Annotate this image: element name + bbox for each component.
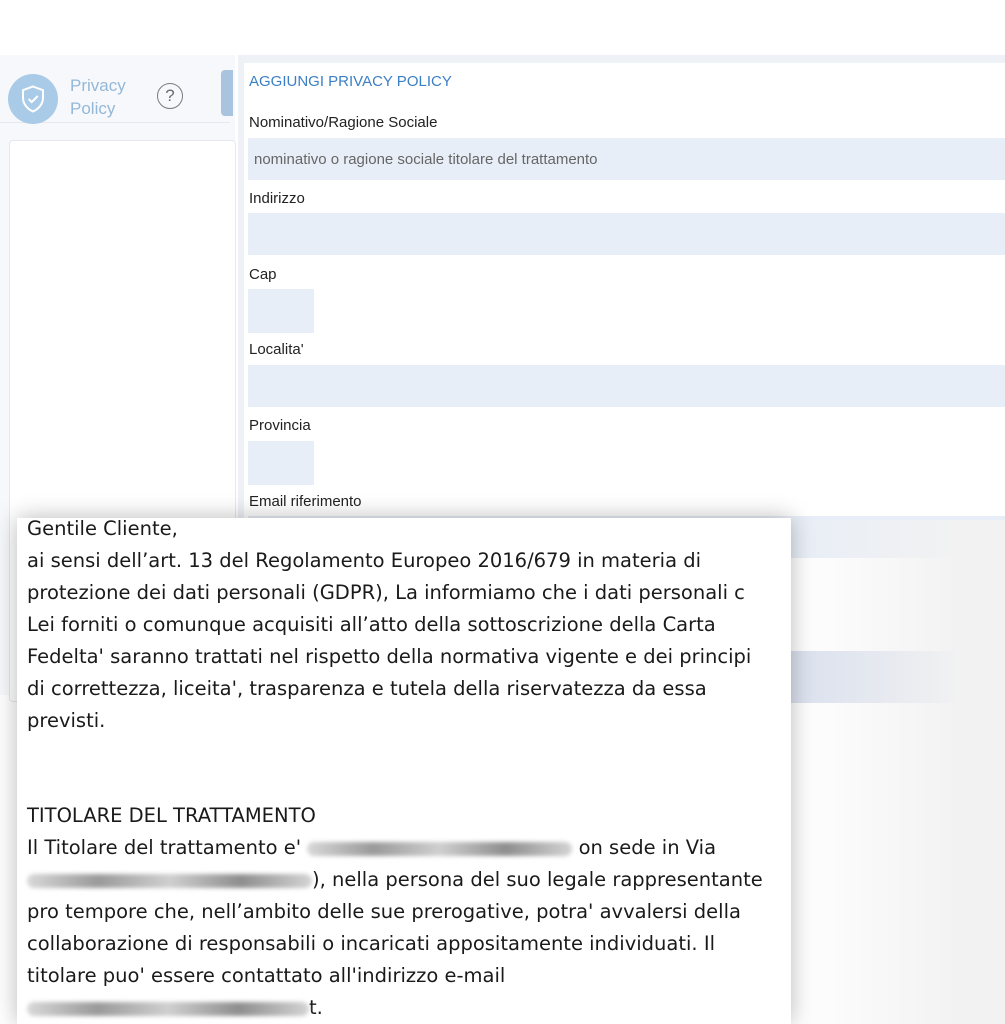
owner-line2-end: ), nella persona del suo legale rappresentante: [312, 868, 763, 891]
redacted-company-name: [307, 842, 572, 856]
label-provincia: Provincia: [249, 417, 311, 434]
doc-section-title: TITOLARE DEL TRATTAMENTO: [27, 804, 316, 827]
doc-intro-line: protezione dei dati personali (GDPR), La informiamo che i dati personali c: [27, 581, 745, 604]
doc-owner-line: [27, 832, 791, 864]
label-nominativo: Nominativo/Ragione Sociale: [249, 114, 438, 131]
owner-line-start: Il Titolare del trattamento e': [27, 836, 302, 859]
sidebar-active-tab[interactable]: [221, 70, 233, 116]
form-title: AGGIUNGI PRIVACY POLICY: [249, 73, 452, 90]
label-indirizzo: Indirizzo: [249, 190, 305, 207]
background-fade: [785, 520, 1005, 1024]
doc-intro-line: Fedelta' saranno trattati nel rispetto della normativa vigente e dei principi: [27, 645, 752, 668]
doc-owner-line: pro tempore che, nell’ambito delle sue prerogative, potra' avvalersi della: [27, 900, 741, 923]
sidebar-title: Privacy Policy: [70, 76, 126, 118]
doc-intro-line: Lei forniti o comunque acquisiti all’atto della sottoscrizione della Carta: [27, 613, 716, 636]
localita-input[interactable]: [248, 365, 1005, 407]
label-localita: Localita': [249, 341, 304, 358]
doc-email-line: [27, 992, 791, 1024]
email-line-end: t.: [309, 996, 323, 1019]
privacy-policy-document: [17, 518, 791, 1024]
doc-intro-line: ai sensi dell’art. 13 del Regolamento Europeo 2016/679 in materia di: [27, 549, 702, 572]
provincia-input[interactable]: [248, 441, 314, 485]
doc-intro-line: di correttezza, liceita', trasparenza e tutela della riservatezza da essa: [27, 677, 707, 700]
doc-owner-line: titolare puo' essere contattato all'indirizzo e-mail: [27, 964, 506, 987]
redacted-address: [27, 874, 312, 888]
sidebar-header[interactable]: [0, 70, 230, 123]
indirizzo-input[interactable]: [248, 213, 1005, 255]
owner-line-end: on sede in Via: [578, 836, 717, 859]
redacted-email: [27, 1002, 309, 1016]
label-email: Email riferimento: [249, 493, 362, 510]
doc-intro-line: previsti.: [27, 709, 106, 732]
doc-greeting: Gentile Cliente,: [27, 518, 178, 540]
nominativo-input[interactable]: [248, 138, 1005, 180]
help-icon[interactable]: ?: [157, 83, 183, 109]
cap-input[interactable]: [248, 289, 314, 333]
shield-check-icon: [8, 74, 58, 124]
label-cap: Cap: [249, 266, 277, 283]
doc-owner-line: collaborazione di responsabili o incaricati appositamente individuati. Il: [27, 932, 715, 955]
doc-owner-line: [27, 864, 791, 896]
